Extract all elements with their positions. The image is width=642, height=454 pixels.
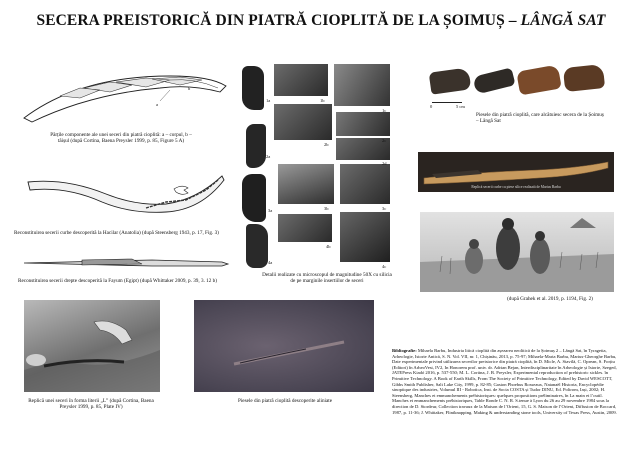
flint-3a [242, 174, 266, 222]
bibliography-heading: Bibliografie: [392, 348, 417, 353]
label-1a: 1a [266, 98, 271, 103]
bibliography [392, 348, 618, 415]
micrograph-1c [334, 64, 390, 106]
label-4c: 4c [382, 264, 387, 269]
caption-microscope: Detalii realizate cu microscopul de magnitudine 50X cu silicia de pe marginile insertiilor de seceri [262, 272, 392, 285]
flint-piece-3 [516, 65, 562, 96]
label-2a: 2a [266, 154, 271, 159]
micrograph-2c [336, 112, 390, 136]
harvest-drawing [420, 212, 614, 292]
flint-pieces-photo [430, 62, 608, 112]
l-form-replica-photo [24, 300, 160, 392]
replica-photo [418, 152, 614, 192]
flint-4a [246, 224, 268, 268]
caption-hacilar: Reconstituirea secerii curbe descoperită la Hacilar (Anatolia) (după Steensberg 1943, p. 17, Fig. 3) [14, 230, 219, 236]
flint-2a [246, 124, 266, 168]
label-3a: 3a [268, 208, 273, 213]
label-b: b [188, 86, 191, 91]
scale-zero: 0 [430, 104, 433, 109]
caption-replica: Replică secerii curbe cu piese silice realizată de Marius Barbu [471, 185, 561, 189]
caption-in-situ: Piesele din piatră cioplită descoperite aliniate [237, 398, 333, 404]
caption-sickle-parts: Părțile componente ale unei seceri din piatră cioplită: a – corpul, b – tăișul (după Cortina, Baena Preysler 1999, p. 85, Figure 5 A) [50, 132, 192, 145]
flint-piece-4 [563, 64, 605, 92]
micrograph-3c [340, 164, 390, 204]
micrograph-4c [340, 212, 390, 262]
caption-drawing-source: (după Grahek et al. 2019, p. 1194, Fig. 2) [507, 296, 593, 302]
label-1b: 1b [320, 98, 325, 103]
micrograph-2b [274, 104, 332, 140]
micrograph-3b [278, 164, 334, 204]
label-4a: 4a [268, 260, 273, 265]
title-italic: LÂNGĂ SAT [520, 12, 606, 29]
label-3b: 3b [324, 206, 329, 211]
poster-title [0, 12, 642, 30]
scale-end: 5 cm [456, 104, 465, 109]
label-1c: 1c [382, 108, 387, 113]
fayum-sickle-drawing [22, 256, 232, 270]
label-a: a [156, 102, 158, 107]
flint-1a [242, 66, 264, 110]
label-2d: 2d [382, 161, 387, 166]
micrograph-1b [274, 64, 328, 96]
sickle-parts-drawing [20, 68, 230, 124]
flint-piece-2 [472, 67, 515, 94]
label-4b: 4b [326, 244, 331, 249]
hacilar-sickle-drawing [26, 170, 226, 226]
label-3c: 3c [382, 206, 387, 211]
title-main: SECERA PREISTORICĂ DIN PIATRĂ CIOPLITĂ DE LA ȘOIMUȘ – [36, 12, 521, 29]
flint-piece-1 [429, 67, 472, 94]
bibliography-text: Mihaela Barbu, Industria litică cioplită din așezarea neolitică de la Șoimuș 2 – Lângă Sat, în Tyragetia, Arheologie, Istorie Antică, S. N. Vol. VII, nr. 1, Chișinău, 2013, p. 75-97; Mihaela-Maria Barbu, Marius-Gheorghe Barbu, Date experimentale privind utilizarea secerilor preistorice din piatră cioplită, în D. Micle, A. Stavilă, C. Oprean, S. Forțiu (Editori) în ArheoVest, IV2, In Honorem prof. univ. dr. Adrian Bejan, Interdisciplinaritate în Arheologie și Istorie, Szeged, JATEPress Kiadó 2016, p. 537-550; M. L. Cortina, J. B. Preysler, Experimental reproduction of prehistoric sickles. în Primitive Technology. A Book of Earth Skills, From The Society of Primitive Technology, Edited by David WESCOTT, Gibbs Smith Publisher, Salt Lake City, 1999, p. 82-85; Gaston Phoebus Rosseaux, Natanaël Historia, Encyclopédie sinoptique des industries, Volumul III - Robotica, Inst. de Socia COSTA și Tudor DINU, Ed. Polirom, Iași, 2002; H. Steensberg, Manches et emmanchements préhistoriques: quelques propositions préliminaires, în La main et l’outil. Manches et emmanchements préhistoriques, Table Ronde C. N. R. S.tenue à Lyon du 26 au 29 novembre 1984 sous la direction de D. Stordeur, Collection travaux de la Maison de l’Orient, 15, G. S. Maison de l’Orient, Diffusion de Boccard, 1987, p. 11-36; J. Whittaker, Flintknapping. Making & understanding stone tools, University of Texas Press, Austin, 2009. [392, 348, 617, 415]
caption-fayum: Reconstituirea secerii drepte descoperită la Fayum (Egipt) (după Whittaker 2009, p. 39, 3. 12 b) [18, 278, 217, 284]
caption-flint-pieces: Piesele din piatră cioplită, care alcătuiesc secera de la Șoimuș – Lângă Sat [476, 112, 604, 125]
label-2b: 2b [324, 142, 329, 147]
scale-bar [432, 102, 462, 103]
micrograph-4b [278, 214, 332, 242]
microscope-panel [238, 64, 394, 276]
caption-l-form: Replică unei seceri în forma literii „L” (după Cortina, Baena Preysler 1999, p. 85, Plate IV) [28, 398, 154, 411]
in-situ-photo [194, 300, 374, 392]
label-2c: 2c [382, 138, 387, 143]
